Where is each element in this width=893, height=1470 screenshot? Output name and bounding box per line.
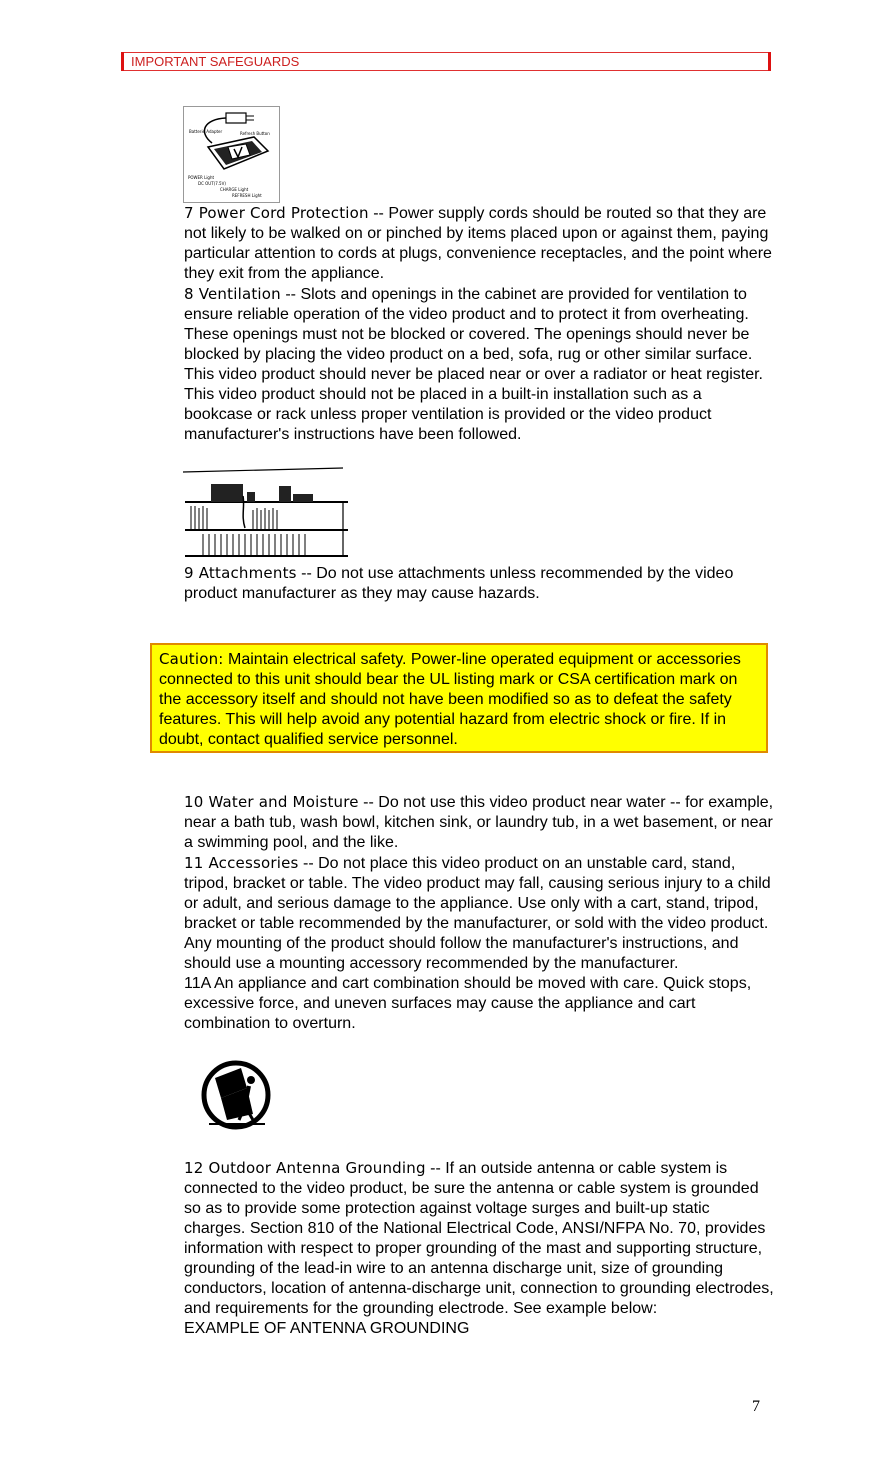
ac-adapter-figure	[183, 106, 280, 203]
refresh-button-label: Refresh Button	[240, 131, 270, 136]
header-left-marker	[121, 52, 124, 71]
section-7-text: -- Power supply cords should be routed so that they are not likely to be walked on or pinched by items placed upon or against them, paying particular attention to cords at plugs, convenience receptacles, and the point where they exit from the appliance.	[184, 205, 772, 282]
header-bar	[122, 52, 770, 71]
charge-light-label: CHARGE Light	[220, 187, 249, 192]
section-8-text: -- Slots and openings in the cabinet are provided for ventilation to ensure reliable operation of the video product and to protect it from overheating. These openings must not be blocked or covered. The openings should never be blocked by placing the video product on a bed, sofa, rug or other similar surface. This video product should never be placed near or over a radiator or heat register. This video product should not be placed in a built-in installation such as a bookcase or rack unless proper ventilation is provided or the video product manufacturer's instructions have been followed.	[184, 286, 763, 443]
page-number: 7	[752, 1398, 760, 1415]
section-7	[184, 203, 774, 445]
section-9	[184, 563, 774, 604]
section-12-heading: 12 Outdoor Antenna Grounding	[184, 1159, 426, 1177]
section-12-text: -- If an outside antenna or cable system is connected to the video product, be sure the antenna or cable system is grounded so as to provide some protection against voltage surges and built-up static charges. Section 810 of the National Electrical Code, ANSI/NFPA No. 70, provides information with respect to proper grounding of the mast and supporting structure, grounding of the lead-in wire to an antenna discharge unit, size of grounding conductors, location of antenna-discharge unit, connection to grounding electrodes, and requirements for the grounding electrode. See example below:	[184, 1160, 774, 1317]
adapter-label: Batterie Adapter	[189, 129, 223, 134]
caution-heading: Caution:	[159, 650, 224, 668]
section-11-text: -- Do not place this video product on an unstable card, stand, tripod, bracket or table. The video product may fall, causing serious injury to a child or adult, and serious damage to the appliance. Use only with a cart, stand, tripod, bracket or table recommended by the manufacturer, or sold with the video product. Any mounting of the product should follow the manufacturer's instructions, and should use a mounting accessory recommended by the manufacturer.	[184, 855, 771, 972]
ac-adapter-illustration	[184, 107, 279, 202]
section-12	[184, 1158, 774, 1339]
cart-warning-figure	[201, 1058, 271, 1132]
section-10-text: -- Do not use this video product near water -- for example, near a bath tub, wash bowl, kitchen sink, or laundry tub, in a wet basement, or near a swimming pool, and the like.	[184, 794, 774, 851]
header-right-marker	[768, 52, 771, 71]
section-9-text: -- Do not use attachments unless recommended by the video product manufacturer as they may cause hazards.	[184, 565, 734, 602]
refresh-light-label: REFRESH Light	[232, 193, 262, 198]
bookcase-figure	[183, 466, 351, 558]
caution-box	[150, 643, 768, 753]
section-10-heading: 10 Water and Moisture	[184, 793, 359, 811]
section-11a-text: 11A An appliance and cart combination should be moved with care. Quick stops, excessive force, and uneven surfaces may cause the appliance and cart combination to overturn.	[184, 975, 752, 1032]
caution-text: Maintain electrical safety. Power-line operated equipment or accessories connected to this unit should bear the UL listing mark or CSA certification mark on the accessory itself and should not have been modified so as to defeat the safety features. This will help avoid any potential hazard from electric shock or fire. If in doubt, contact qualified service personnel.	[159, 651, 741, 748]
section-10-11	[184, 792, 774, 1034]
section-7-heading: 7 Power Cord Protection	[184, 204, 369, 222]
section-11-heading: 11 Accessories	[184, 854, 299, 872]
header-title: IMPORTANT SAFEGUARDS	[131, 54, 300, 69]
bookcase-illustration	[183, 466, 351, 558]
section-8-heading: 8 Ventilation	[184, 285, 281, 303]
cart-tipover-icon	[201, 1058, 271, 1132]
power-light-label: POWER Light	[188, 175, 215, 180]
antenna-example-label: EXAMPLE OF ANTENNA GROUNDING	[184, 1320, 470, 1337]
section-9-heading: 9 Attachments	[184, 564, 297, 582]
dc-out-label: DC OUT(7.5V)	[198, 181, 226, 186]
